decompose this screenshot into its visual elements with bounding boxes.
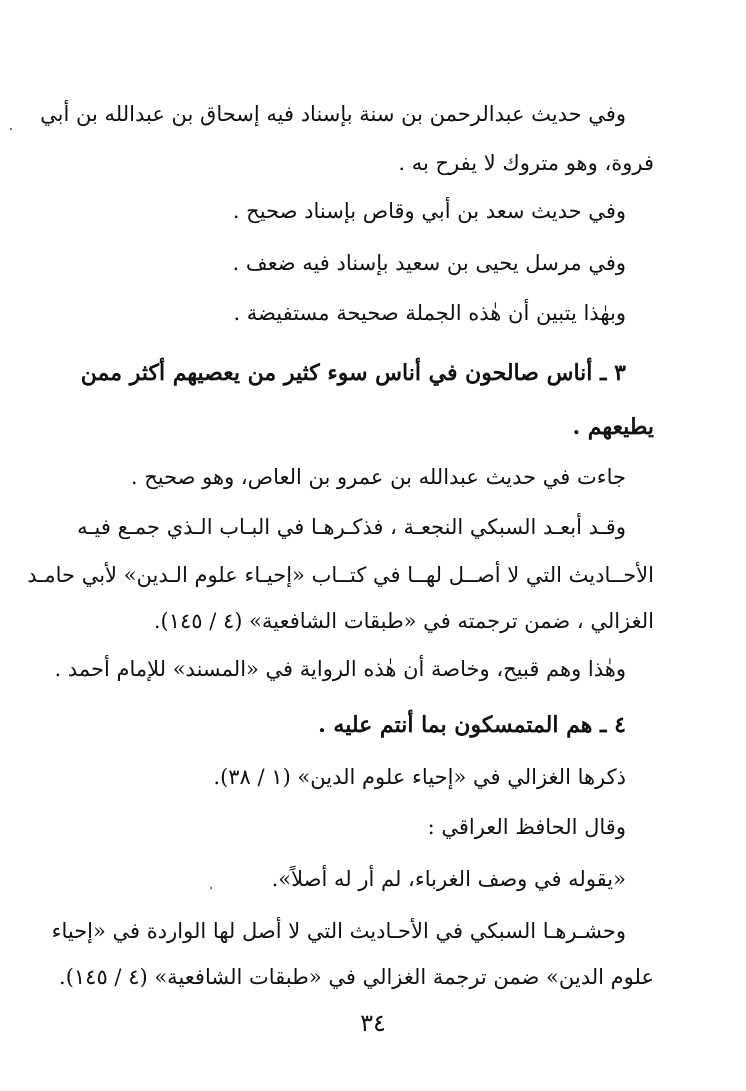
section-heading-3: ٣ ـ أناس صالحون في أناس سوء كثير من يعصيهم أكثر ممن	[80, 360, 626, 386]
page-number: ٣٤	[360, 1009, 386, 1037]
text-line-1: وفي حديث عبدالرحمن بن سنة بإسناد فيه إسحاق بن عبدالله بن أبي	[40, 102, 626, 126]
scan-speck	[10, 128, 12, 130]
text-line-8: جاءت في حديث عبدالله بن عمرو بن العاص، وهو صحيح .	[130, 465, 626, 489]
text-line-11: الغزالي ، ضمن ترجمته في «طبقات الشافعية» (٤ / ١٤٥).	[153, 609, 654, 633]
section-heading-3-continued: يطيعهم .	[572, 414, 654, 440]
text-line-12: وهٰذا وهم قبيح، وخاصة أن هٰذه الرواية في «المسند» للإمام أحمد .	[54, 657, 626, 681]
text-line-9: وقـد أبعـد السبكي النجعـة ، فذكـرهـا في البـاب الـذي جمـع فيـه	[77, 515, 626, 539]
text-line-10: الأحــاديث التي لا أصــل لهــا في كتــاب «إحيـاء علوم الـدين» لأبي حامـد	[27, 563, 654, 587]
text-line-15: وقال الحافظ العراقي :	[427, 815, 626, 839]
text-line-3: وفي حديث سعد بن أبي وقاص بإسناد صحيح .	[232, 199, 626, 223]
text-line-18: علوم الدين» ضمن ترجمة الغزالي في «طبقات الشافعية» (٤ / ١٤٥).	[59, 965, 654, 989]
text-line-2: فروة، وهو متروك لا يفرح به .	[398, 151, 654, 175]
text-line-4: وفي مرسل يحيى بن سعيد بإسناد فيه ضعف .	[232, 251, 626, 275]
quotation-line: «يقوله في وصف الغرباء، لم أر له أصلاً».	[271, 867, 626, 891]
scan-speck	[210, 887, 212, 889]
text-line-5: وبهٰذا يتبين أن هٰذه الجملة صحيحة مستفيضة .	[233, 301, 626, 325]
text-line-14: ذكرها الغزالي في «إحياء علوم الدين» (١ / ٣٨).	[213, 765, 626, 789]
text-line-17: وحشـرهـا السبكي في الأحـاديث التي لا أصل لها الواردة في «إحياء	[51, 919, 626, 943]
section-heading-4: ٤ ـ هم المتمسكون بما أنتم عليه .	[318, 712, 626, 738]
